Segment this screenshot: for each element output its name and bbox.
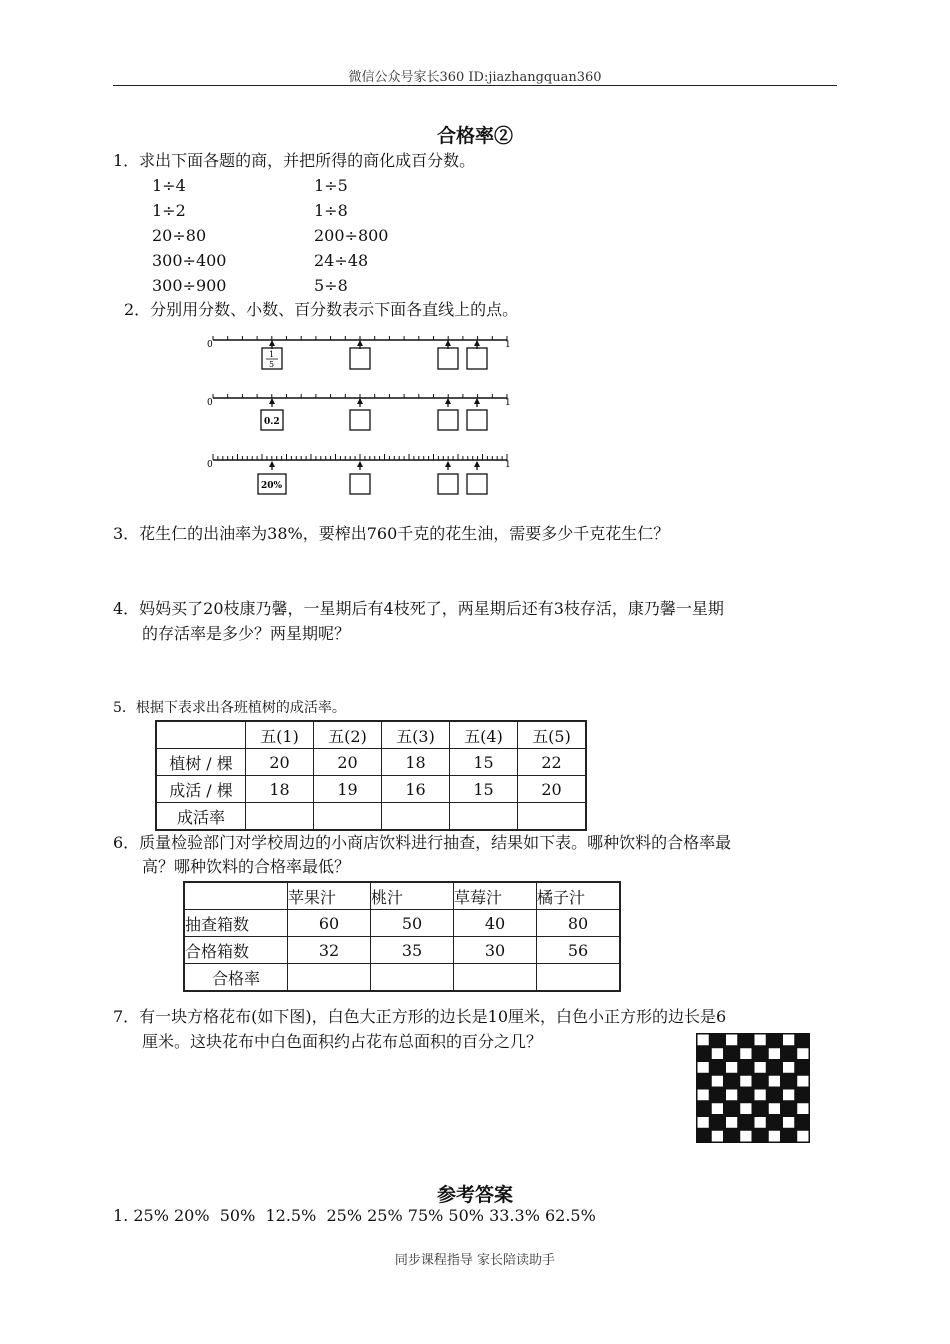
table-cell: [518, 803, 587, 831]
answers-line-1: 1. 25% 20% 50% 12.5% 25% 25% 75% 50% 33.3% 62.5%: [113, 1206, 596, 1225]
table-header-cell: 草莓汁: [454, 882, 537, 910]
white-square: [755, 1117, 766, 1128]
table-cell: 20: [246, 749, 314, 776]
answer-box: [467, 410, 487, 430]
table-cell: 50: [371, 910, 454, 937]
page-header: 微信公众号家长360 ID:jiazhangquan360: [348, 70, 602, 85]
white-square: [698, 1062, 709, 1073]
pointer-arrow-head: [269, 461, 275, 467]
q1-right-3: 200÷800: [314, 226, 389, 245]
pointer-arrow-head: [445, 398, 451, 404]
white-square: [726, 1117, 737, 1128]
q1-left-1: 1÷4: [152, 176, 186, 195]
white-square: [712, 1131, 723, 1142]
number-line-2-zero: 0: [207, 398, 213, 408]
white-square: [797, 1076, 808, 1087]
row-label: 合格率: [184, 964, 288, 992]
number-line-2-one: 1: [505, 398, 511, 408]
table-row: [184, 964, 620, 992]
answer-box: [438, 410, 458, 430]
answer-box: [467, 348, 487, 369]
white-square: [769, 1131, 780, 1142]
table-cell: 60: [288, 910, 371, 937]
percent-label: 20%: [261, 481, 283, 491]
page-footer: 同步课程指导 家长陪读助手: [394, 1253, 556, 1268]
white-square: [740, 1103, 751, 1114]
q7-text-line1: 7．有一块方格花布(如下图)，白色大正方形的边长是10厘米，白色小正方形的边长是6: [113, 1007, 727, 1026]
white-square: [740, 1131, 751, 1142]
q1-left-4: 300÷400: [152, 251, 227, 270]
table-header-cell: 桃汁: [371, 882, 454, 910]
answer-box: [350, 348, 370, 369]
q6-table: [183, 881, 621, 992]
fraction-numerator: 1: [269, 350, 275, 359]
white-square: [797, 1048, 808, 1059]
table-cell: 19: [314, 776, 382, 803]
table-cell: 80: [537, 910, 621, 937]
table-cell: 18: [382, 749, 450, 776]
table-row: [156, 749, 586, 776]
table-header-cell: 橘子汁: [537, 882, 621, 910]
table-header-cell: 五(3): [382, 721, 450, 749]
pointer-arrow-head: [445, 461, 451, 467]
answer-box: [467, 474, 487, 494]
table-cell: 20: [314, 749, 382, 776]
row-label: 成活率: [156, 803, 246, 831]
white-square: [755, 1035, 766, 1046]
checkered-cloth-figure: [696, 1033, 810, 1143]
table-row: [156, 776, 586, 803]
q1-right-2: 1÷8: [314, 201, 348, 220]
number-line-3-one: 1: [505, 460, 511, 470]
table-cell: 20: [518, 776, 587, 803]
table-cell: 30: [454, 937, 537, 964]
table-header-cell: [156, 721, 246, 749]
answers-title: 参考答案: [436, 1184, 513, 1206]
table-cell: [371, 964, 454, 992]
q1-right-5: 5÷8: [314, 276, 348, 295]
header-divider: [113, 85, 837, 86]
white-square: [783, 1062, 794, 1073]
q3-text: 3．花生仁的出油率为38%，要榨出760千克的花生油，需要多少千克花生仁？: [113, 524, 670, 543]
row-label: 抽查箱数: [184, 910, 288, 937]
q1-left-3: 20÷80: [152, 226, 207, 245]
white-square: [769, 1048, 780, 1059]
q4-text-line2: 的存活率是多少？两星期呢？: [142, 624, 351, 643]
table-row: [156, 803, 586, 831]
row-label: 成活 / 棵: [156, 776, 246, 803]
table-cell: 40: [454, 910, 537, 937]
white-square: [698, 1117, 709, 1128]
number-line-1-zero: 0: [207, 340, 213, 350]
number-lines-figure: [205, 326, 515, 498]
table-cell: 18: [246, 776, 314, 803]
table-header-row: [184, 882, 620, 910]
white-square: [726, 1035, 737, 1046]
table-cell: 15: [450, 749, 518, 776]
table-cell: 56: [537, 937, 621, 964]
white-square: [797, 1131, 808, 1142]
table-header-cell: 苹果汁: [288, 882, 371, 910]
q1-left-2: 1÷2: [152, 201, 186, 220]
white-square: [755, 1062, 766, 1073]
q1-left-5: 300÷900: [152, 276, 227, 295]
q1-text: 1．求出下面各题的商，并把所得的商化成百分数。: [113, 151, 476, 170]
row-label: 合格箱数: [184, 937, 288, 964]
table-cell: 22: [518, 749, 587, 776]
table-header-cell: 五(1): [246, 721, 314, 749]
pointer-arrow-head: [445, 340, 451, 346]
table-cell: 15: [450, 776, 518, 803]
decimal-label: 0.2: [264, 417, 280, 427]
white-square: [712, 1076, 723, 1087]
q4-text-line1: 4．妈妈买了20枝康乃馨，一星期后有4枝死了，两星期后还有3枝存活，康乃馨一星期: [113, 599, 724, 618]
pointer-arrow-head: [357, 461, 363, 467]
q6-text-line1: 6．质量检验部门对学校周边的小商店饮料进行抽查，结果如下表。哪种饮料的合格率最: [113, 833, 732, 852]
table-header-cell: 五(4): [450, 721, 518, 749]
row-label: 植树 / 棵: [156, 749, 246, 776]
white-square: [726, 1062, 737, 1073]
answer-box: [438, 348, 458, 369]
white-square: [712, 1048, 723, 1059]
q5-text: 5．根据下表求出各班植树的成活率。: [113, 700, 346, 716]
table-row: [184, 910, 620, 937]
white-square: [740, 1076, 751, 1087]
white-square: [740, 1048, 751, 1059]
table-header-row: [156, 721, 586, 749]
table-cell: [382, 803, 450, 831]
table-cell: [454, 964, 537, 992]
white-square: [726, 1090, 737, 1101]
pointer-arrow-head: [357, 398, 363, 404]
table-cell: [450, 803, 518, 831]
pointer-arrow-head: [474, 340, 480, 346]
page-title: 合格率②: [436, 125, 513, 147]
table-header-cell: [184, 882, 288, 910]
q2-text: 2．分别用分数、小数、百分数表示下面各直线上的点。: [124, 300, 519, 319]
pointer-arrow-head: [269, 398, 275, 404]
pointer-arrow-head: [269, 340, 275, 346]
table-cell: [314, 803, 382, 831]
white-square: [769, 1076, 780, 1087]
q1-right-1: 1÷5: [314, 176, 348, 195]
white-square: [797, 1103, 808, 1114]
q1-right-4: 24÷48: [314, 251, 369, 270]
white-square: [755, 1090, 766, 1101]
white-square: [783, 1090, 794, 1101]
number-line-3-zero: 0: [207, 460, 213, 470]
table-cell: [288, 964, 371, 992]
q7-text-line2: 厘米。这块花布中白色面积约占花布总面积的百分之几？: [142, 1032, 543, 1051]
white-square: [698, 1035, 709, 1046]
table-cell: 16: [382, 776, 450, 803]
white-square: [769, 1103, 780, 1114]
white-square: [783, 1117, 794, 1128]
white-square: [783, 1035, 794, 1046]
pointer-arrow-head: [474, 461, 480, 467]
table-cell: [537, 964, 621, 992]
answer-box: [438, 474, 458, 494]
pointer-arrow-head: [474, 398, 480, 404]
q6-text-line2: 高？哪种饮料的合格率最低？: [142, 857, 351, 876]
table-header-cell: 五(2): [314, 721, 382, 749]
fraction-denominator: 5: [269, 360, 275, 369]
table-header-cell: 五(5): [518, 721, 587, 749]
pointer-arrow-head: [357, 340, 363, 346]
table-cell: [246, 803, 314, 831]
answer-box: [350, 474, 370, 494]
white-square: [698, 1090, 709, 1101]
answer-box: [350, 410, 370, 430]
table-cell: 32: [288, 937, 371, 964]
q5-table: [155, 720, 587, 831]
table-cell: 35: [371, 937, 454, 964]
number-line-1-one: 1: [505, 340, 511, 350]
white-square: [712, 1103, 723, 1114]
table-row: [184, 937, 620, 964]
